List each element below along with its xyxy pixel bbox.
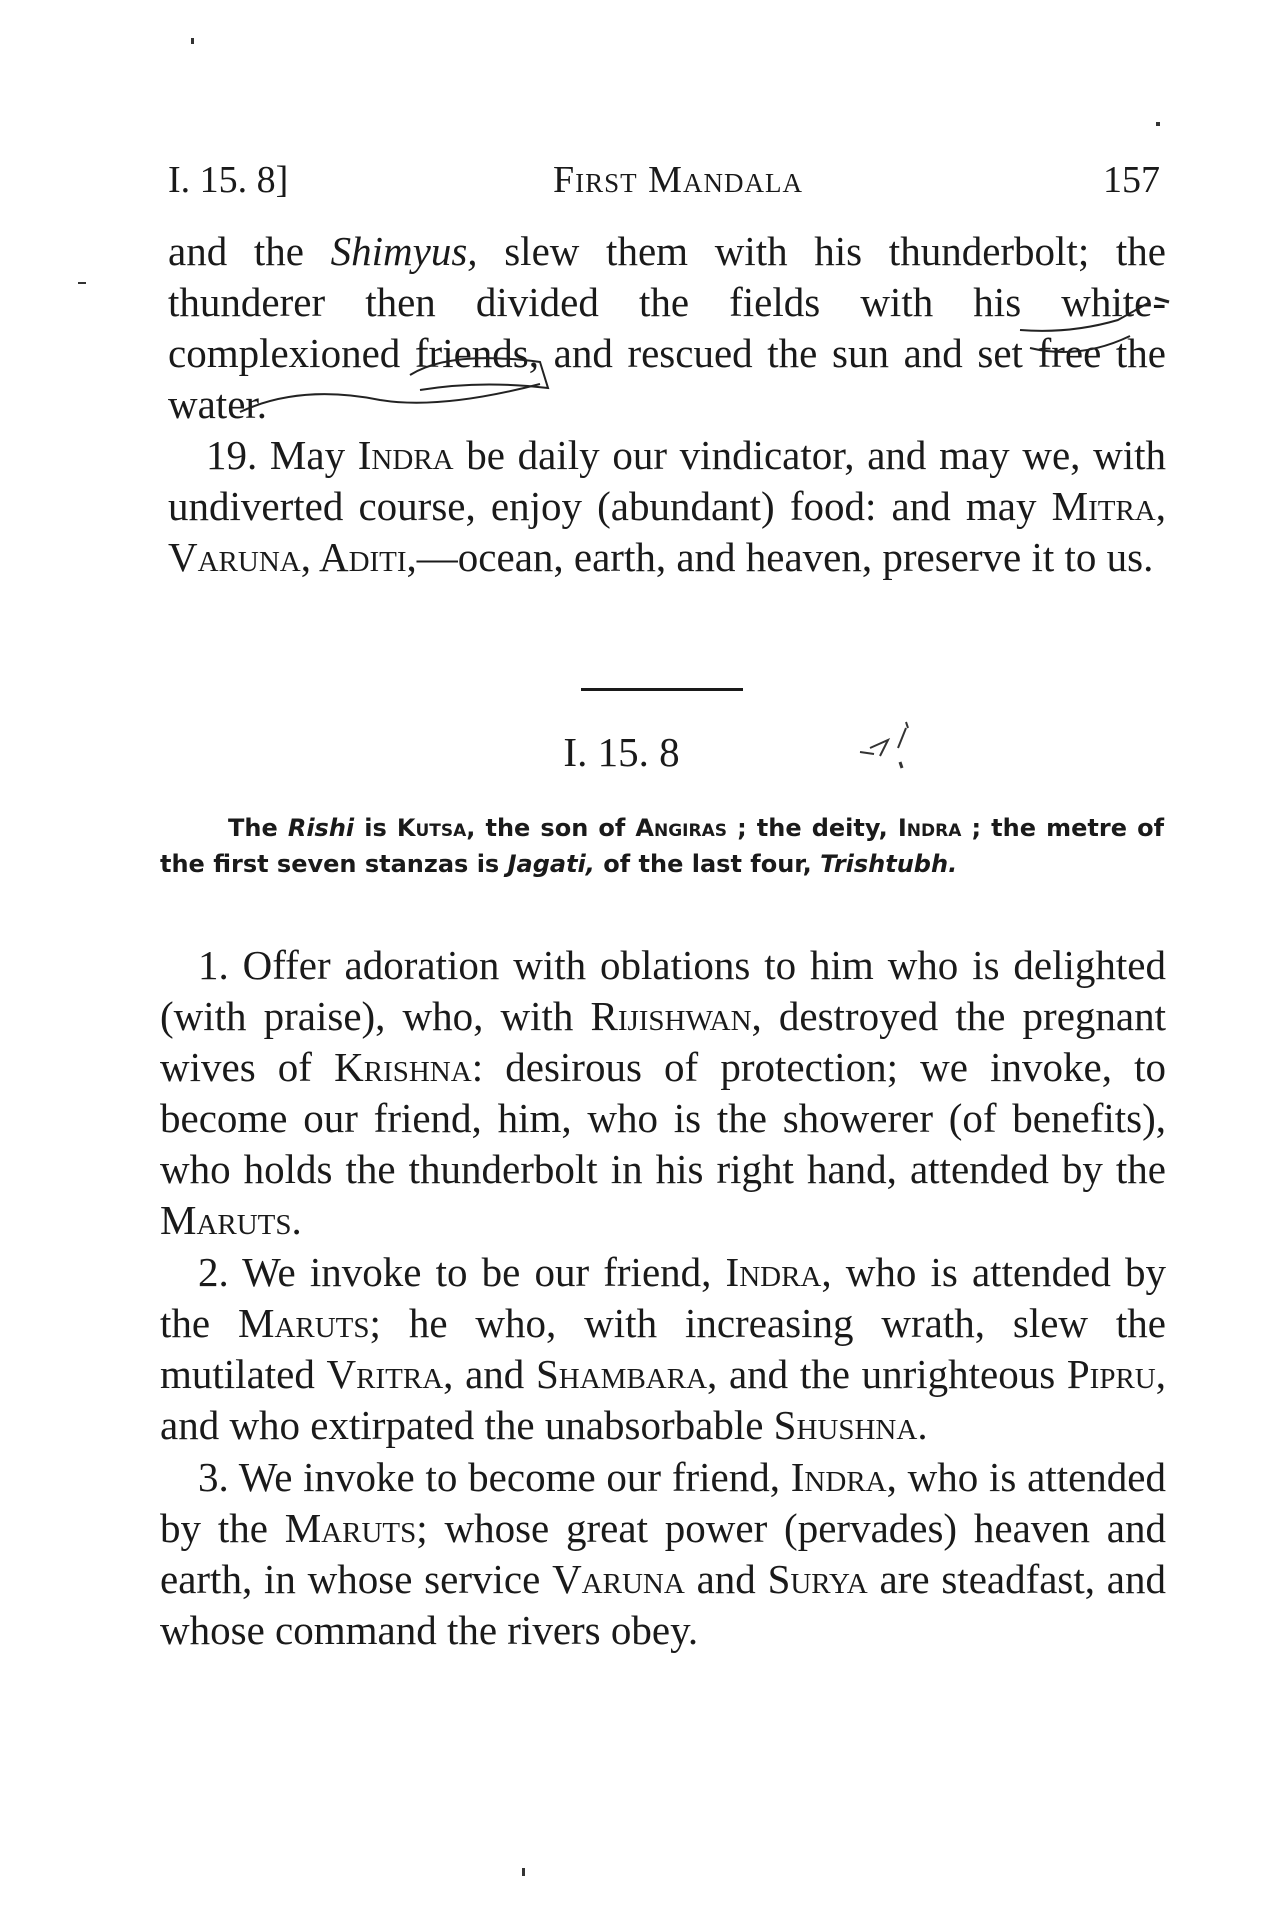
- section-divider: [581, 688, 743, 691]
- header-section-ref: I. 15. 8]: [168, 159, 289, 201]
- previous-hymn-continuation: [168, 226, 1166, 583]
- hymn-verses: [160, 940, 1166, 1657]
- verse-19: 19. May Indra be daily our vindicator, and may we, with undiverted course, enjoy (abundant) food: and may Mitra, Varuna, Aditi,—ocean, earth, and heaven, preserve it to us.: [168, 432, 1166, 580]
- verse-2: 2. We invoke to be our friend, Indra, who is attended by the Maruts; he who, with increasing wrath, slew the mutilated Vritra, and Shambara, and the unrighteous Pipru, and who extirpated the unabsorbable Shushna.: [160, 1249, 1167, 1448]
- scan-speck: [1156, 122, 1160, 126]
- name-kutsa: Kutsa,: [396, 814, 476, 842]
- scan-speck: [191, 38, 194, 44]
- hymn-reference: I. 15. 8: [563, 729, 680, 775]
- handwritten-marginal-mark: [850, 718, 940, 788]
- hymn-introduction: The Rishi is Kutsa, the son of Angiras ; the deity, Indra ; the metre of the first seven stanzas is Jagati, of the last four, Trishtubh.: [160, 814, 1165, 878]
- verse-1: 1. Offer adoration with oblations to him who is delighted (with praise), who, with Rijishwan, destroyed the pregnant wives of Krishna: desirous of protection; we invoke, to become our friend, him, who is the showerer (of benefits), who holds the thunderbolt in his right hand, attended by the Maruts.: [160, 942, 1166, 1243]
- italic-term: Shimyus,: [330, 228, 478, 274]
- page-number: 157: [1103, 159, 1160, 201]
- verse-3: 3. We invoke to become our friend, Indra, who is attended by the Maruts; whose great power (pervades) heaven and earth, in whose service Varuna and Surya are steadfast, and whose command the rivers obey.: [160, 1454, 1167, 1653]
- verse-18-continuation: and the Shimyus, slew them with his thunderbolt; the thunderer then divided the fields with his white-complexioned friends, and rescued the sun and set free the water.: [168, 228, 1166, 427]
- names-mitra-varuna-aditi: Mitra, Varuna, Aditi,: [168, 483, 1166, 580]
- name-indra: Indra: [357, 432, 454, 478]
- header-title: First Mandala: [553, 159, 803, 201]
- running-header: [168, 156, 1168, 204]
- name-indra: Indra: [897, 814, 962, 842]
- scan-speck: [522, 1868, 525, 1876]
- name-angiras: Angiras: [635, 814, 727, 842]
- scan-speck: [78, 282, 86, 284]
